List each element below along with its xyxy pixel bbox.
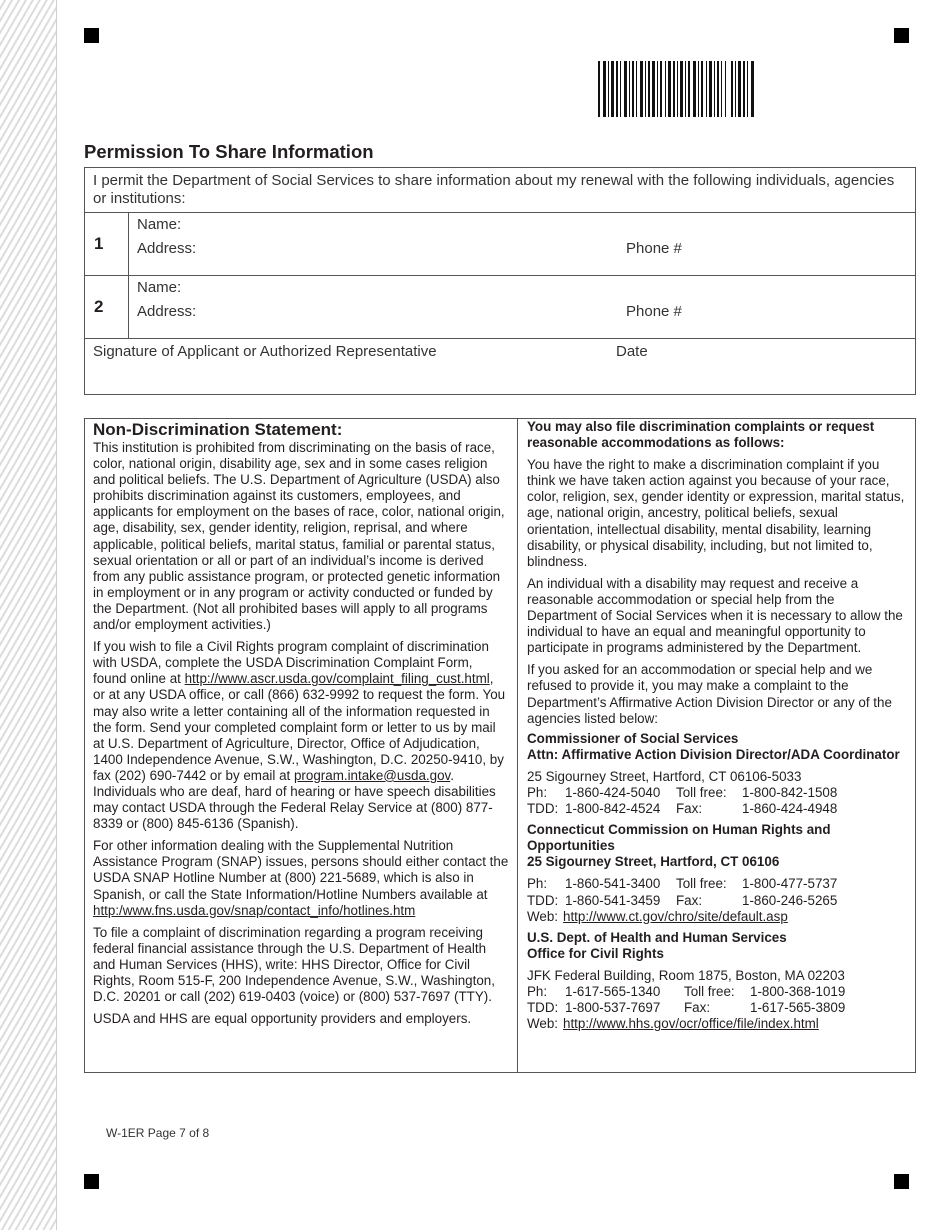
- web-row: [527, 909, 907, 925]
- phone-row: [527, 876, 907, 892]
- ph-value: 1-860-541-3400: [565, 876, 661, 892]
- date-label: Date: [616, 343, 648, 360]
- fax-label: Fax:: [676, 892, 703, 908]
- name-label: Name:: [137, 279, 182, 296]
- fax-label: Fax:: [676, 801, 703, 817]
- ph-label: Ph:: [527, 784, 548, 800]
- agency-hhs: [527, 930, 907, 1033]
- signature-field[interactable]: [85, 339, 916, 395]
- tdd-label: TDD:: [527, 892, 559, 908]
- complaints-column: [518, 419, 915, 1072]
- registration-mark-bottom-right: [894, 1174, 909, 1189]
- web-row: [527, 1016, 907, 1032]
- tollfree-value: 1-800-477-5737: [742, 876, 838, 892]
- hhs-web-link[interactable]: http://www.hhs.gov/ocr/office/file/index.html: [563, 1016, 819, 1032]
- fax-value: 1-617-565-3809: [750, 1000, 846, 1016]
- paragraph: This institution is prohibited from discriminating on the basis of race, color, national origin, disability age, sex and in some cases religion and political beliefs. The U.S. Department of Agriculture (USDA) also prohibits discrimination against its customers, employees, and applicants for employment on the bases of race, color, national origin, age, disability, sex, gender identity, religion, reprisal, and where applicable, political beliefs, marital status, familial or parental status, sexual orientation or all or part of an individual’s income is derived from any public assistance program, or protected genetic information in employment or in any program or activity conducted or funded by the Department. (Not all prohibited bases will apply to all programs and/or employment activities.): [93, 440, 505, 633]
- complaints-heading: You may also file discrimination complaints or request reasonable accommodations as follows:: [527, 419, 875, 451]
- chro-web-link[interactable]: http://www.ct.gov/chro/site/default.asp: [563, 908, 788, 924]
- ph-value: 1-617-565-1340: [565, 984, 661, 999]
- page-margin-hatch: [0, 0, 57, 1230]
- text: . Individuals who are deaf, hard of hearing or have speech disabilities may contact USDA through the Federal Relay Service at (800) 877-8339 or (800) 845-6136 (Spanish).: [93, 767, 496, 832]
- fax-value: 1-860-246-5265: [742, 892, 838, 908]
- agency-name: U.S. Dept. of Health and Human Services: [527, 929, 787, 945]
- registration-mark-top-right: [894, 28, 909, 43]
- address-label: Address:: [137, 240, 197, 257]
- tdd-value: 1-800-842-4524: [565, 801, 661, 817]
- barcode: [598, 61, 754, 117]
- entry-1-fields[interactable]: [129, 213, 916, 276]
- tollfree-value: 1-800-842-1508: [742, 784, 838, 800]
- paragraph: To file a complaint of discrimination regarding a program receiving federal financial assistance through the U.S. Department of Health and Human Services (HHS), write: HHS Director, Office for Civil Rights, Room 515-F, 200 Independence Avenue, S.W., Washington, D.C. 20201 or call (202) 619-0403 (voice) or (800) 537-7697 (TTY).: [93, 924, 495, 1005]
- permission-table: [84, 167, 916, 395]
- tdd-label: TDD:: [527, 801, 559, 817]
- agency-name: Commissioner of Social Services: [527, 730, 739, 746]
- paragraph: [93, 639, 509, 832]
- tdd-value: 1-860-541-3459: [565, 892, 661, 908]
- tdd-value: 1-800-537-7697: [565, 1000, 661, 1016]
- tollfree-label: Toll free:: [684, 984, 735, 999]
- page-footer: W-1ER Page 7 of 8: [106, 1126, 210, 1140]
- tdd-row: [527, 893, 907, 909]
- agency-attn: Attn: Affirmative Action Division Director/ADA Coordinator: [527, 746, 900, 762]
- tdd-row: [527, 801, 907, 817]
- name-label: Name:: [137, 216, 182, 233]
- tdd-label: TDD:: [527, 1000, 559, 1016]
- ph-value: 1-860-424-5040: [565, 784, 661, 800]
- paragraph: If you asked for an accommodation or special help and we refused to provide it, you may make a complaint to the Department’s Affirmative Action Division Director or any of the agencies listed below:: [527, 662, 892, 726]
- agency-address: JFK Federal Building, Room 1875, Boston, MA 02203: [527, 967, 845, 983]
- phone-row: [527, 785, 907, 801]
- permission-intro: I permit the Department of Social Services to share information about my renewal with the following individuals, agencies or institutions:: [85, 168, 916, 213]
- registration-mark-top-left: [84, 28, 99, 43]
- non-discrimination-column: [85, 419, 518, 1072]
- section-title: Permission To Share Information: [84, 141, 374, 162]
- signature-label: Signature of Applicant or Authorized Representative: [93, 343, 437, 360]
- paragraph: [93, 838, 509, 918]
- phone-label: Phone #: [626, 240, 682, 257]
- paragraph: USDA and HHS are equal opportunity providers and employers.: [93, 1011, 472, 1027]
- text: , or at any USDA office, or call (866) 632-9992 to request the form. You may also write a letter containing all of the information requested in the form. Send your completed complaint form or letter to us by mail at U.S. Department of Agriculture, Director, Office of Adjudication, 1400 Independence Avenue, S.W., Washington, D.C. 20250-9410, by fax (202) 690-7442 or by email at: [93, 671, 506, 783]
- tollfree-label: Toll free:: [676, 876, 727, 892]
- snap-hotlines-link[interactable]: http:/www.fns.usda.gov/snap/contact_info/hotlines.htm: [93, 902, 416, 918]
- registration-mark-bottom-left: [84, 1174, 99, 1189]
- tdd-row: [527, 1000, 907, 1016]
- agency-address: 25 Sigourney Street, Hartford, CT 06106: [527, 854, 780, 870]
- fax-label: Fax:: [684, 1000, 711, 1016]
- usda-email-link[interactable]: program.intake@usda.gov: [293, 767, 451, 783]
- ph-label: Ph:: [527, 984, 548, 999]
- ph-label: Ph:: [527, 876, 548, 892]
- tollfree-label: Toll free:: [676, 784, 727, 800]
- non-discrimination-box: [84, 418, 916, 1073]
- agency-office: Office for Civil Rights: [527, 945, 664, 961]
- paragraph: An individual with a disability may request and receive a reasonable accommodation or special help from the Department of Social Services when it is necessary to allow the individual to have an equal and meaningful opportunity to participate in programs administered by the Department.: [527, 575, 903, 656]
- web-label: Web:: [527, 1016, 559, 1032]
- paragraph: You have the right to make a discrimination complaint if you think we have taken action against you because of your race, color, religion, sex, gender identity or expression, marital status, age, national origin, ancestry, political beliefs, sexual orientation, intellectual disability, mental disability, learning disability, or physical disability, including, but not limited to, blindness.: [527, 457, 905, 569]
- phone-row: [527, 984, 907, 1000]
- agency-dss: [527, 731, 907, 817]
- usda-complaint-link[interactable]: http://www.ascr.usda.gov/complaint_filing_cust.html: [184, 671, 490, 687]
- entry-number: 1: [85, 213, 129, 276]
- agency-address: 25 Sigourney Street, Hartford, CT 06106-5033: [527, 768, 802, 784]
- web-label: Web:: [527, 908, 559, 924]
- text: If you wish to file a Civil Rights program complaint of discrimination with USDA, complete the USDA Discrimination Complaint Form, found online at: [93, 639, 489, 687]
- text: For other information dealing with the Supplemental Nutrition Assistance Program (SNAP) issues, persons should either contact the USDA SNAP Hotline Number at (800) 221-5689, which is also in Spanish, or call the State Information/Hotline Numbers available at: [93, 838, 509, 902]
- tollfree-value: 1-800-368-1019: [750, 984, 846, 999]
- phone-label: Phone #: [626, 303, 682, 320]
- entry-2-fields[interactable]: [129, 276, 916, 339]
- fax-value: 1-860-424-4948: [742, 801, 838, 817]
- agency-chro: [527, 822, 907, 925]
- entry-number: 2: [85, 276, 129, 339]
- non-discrimination-heading: Non-Discrimination Statement:: [93, 420, 343, 439]
- agency-name: Connecticut Commission on Human Rights and Opportunities: [527, 822, 831, 854]
- address-label: Address:: [137, 303, 197, 320]
